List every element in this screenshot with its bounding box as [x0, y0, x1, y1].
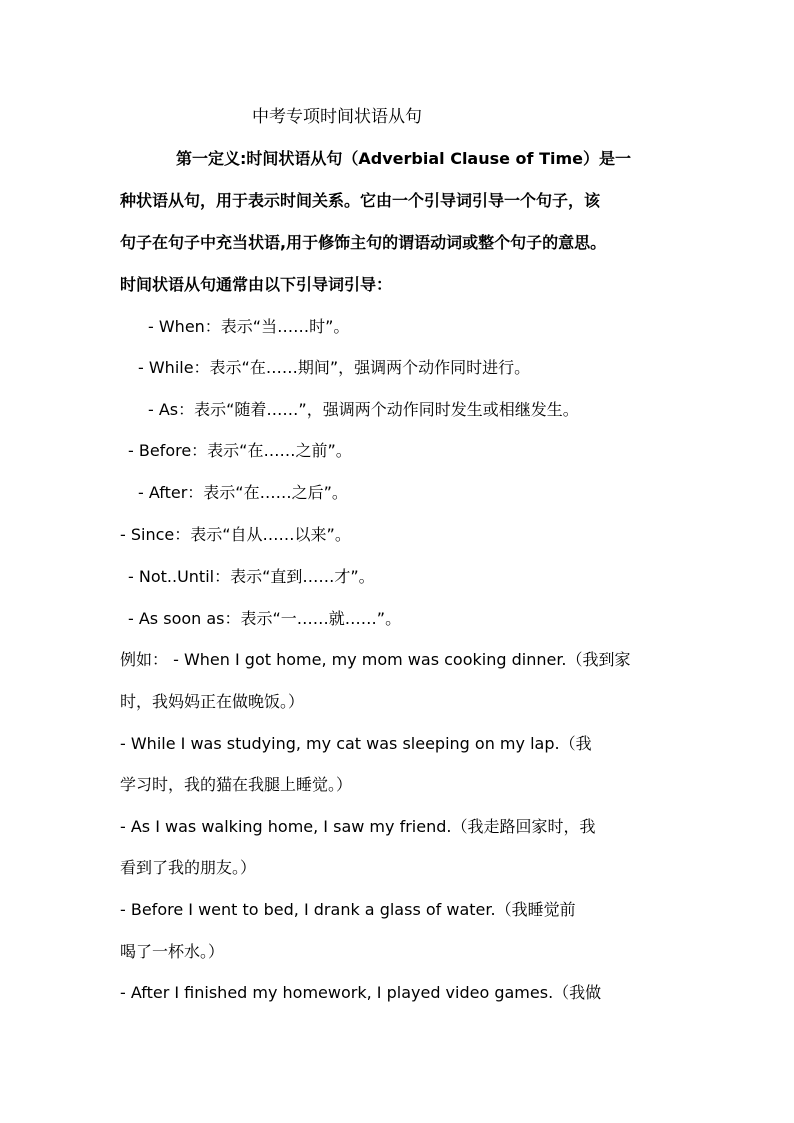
conjunction-while: - While：表示“在……期间”，强调两个动作同时进行。	[138, 358, 531, 377]
example-line-2: 时，我妈妈正在做晚饭。）	[120, 692, 305, 711]
definition-line-2: 种状语从句，用于表示时间关系。它由一个引导词引导一个句子，该	[120, 191, 601, 210]
example-line-4: 学习时，我的猫在我腿上睡觉。）	[120, 775, 353, 794]
example-line-1: 例如： - When I got home, my mom was cooking dinner.（我到家	[120, 650, 631, 669]
conjunction-not-until: - Not..Until：表示“直到……才”。	[128, 567, 375, 586]
example-line-5: - As I was walking home, I saw my friend.（我走路回家时，我	[120, 817, 596, 836]
definition-line-3: 句子在句子中充当状语,用于修饰主句的谓语动词或整个句子的意思。	[120, 233, 607, 252]
definition-line-4: 时间状语从句通常由以下引导词引导：	[120, 275, 393, 294]
conjunction-as: - As：表示“随着……”，强调两个动作同时发生或相继发生。	[148, 400, 579, 419]
document-title: 中考专项时间状语从句	[252, 107, 422, 127]
example-line-3: - While I was studying, my cat was sleeping on my lap.（我	[120, 734, 592, 753]
example-line-6: 看到了我的朋友。）	[120, 858, 257, 877]
conjunction-after: - After：表示“在……之后”。	[138, 483, 348, 502]
example-line-7: - Before I went to bed, I drank a glass of water.（我睡觉前	[120, 900, 576, 919]
example-line-8: 喝了一杯水。）	[120, 942, 225, 961]
conjunction-since: - Since：表示“自从……以来”。	[120, 525, 351, 544]
definition-line-1: 第一定义:时间状语从句（Adverbial Clause of Time）是一	[176, 149, 632, 168]
example-line-9: - After I finished my homework, I played video games.（我做	[120, 983, 602, 1002]
conjunction-when: - When：表示“当……时”。	[148, 317, 350, 336]
conjunction-before: - Before：表示“在……之前”。	[128, 441, 352, 460]
conjunction-as-soon-as: - As soon as：表示“一……就……”。	[128, 609, 402, 628]
